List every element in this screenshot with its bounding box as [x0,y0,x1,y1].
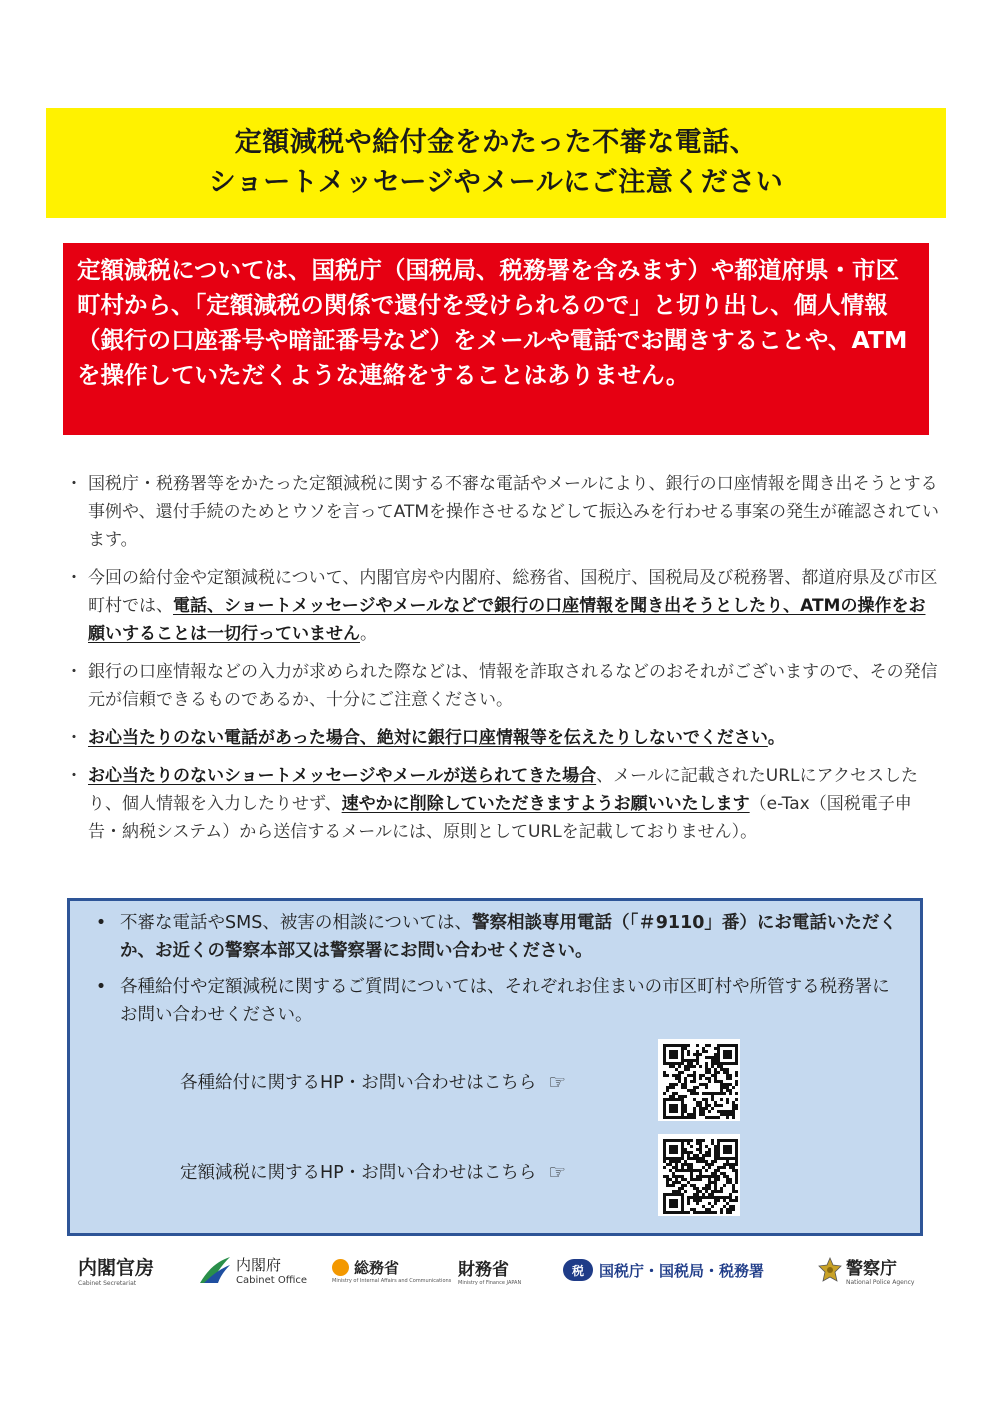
notice-bullet [60,658,940,714]
tax-reduction-qr-code[interactable] [658,1134,740,1216]
police-badge-icon [818,1257,842,1283]
text-run: 、メールに記載されたURLにアクセスしたり、個人情報を入力したりせず、 [88,766,919,814]
bullet-dot: ・ [65,568,83,588]
contact-bullet [82,973,902,1029]
nta-emblem-icon: 税 [563,1259,593,1281]
pointing-hand-icon: ☞ [548,1159,567,1184]
benefits-hp-label: 各種給付に関するHP・お問い合わせはこちら [180,1073,537,1093]
text-run: 国税庁・税務署等をかたった定額減税に関する不審な電話やメールにより、銀行の口座情報を聞き出そうとする事例や、還付手続のためとウソを言ってATMを操作させるなどして振込みを行わせる事案の発生が確認されています。 [88,474,940,550]
benefits-hp-link[interactable] [180,1069,566,1094]
qr-pattern [660,1041,741,1122]
cabinet-office-emblem-icon [198,1255,232,1285]
text-run: お心当たりのない電話があった場合、絶対に銀行口座情報等を伝えたりしないでください [88,728,768,748]
text-run: 警察相談専用電話（「＃9110」番）にお電話いただくか、お近くの警察本部又は警察署にお問い合わせください。 [120,913,897,961]
contact-info-box [67,898,923,1236]
notice-bullet [60,724,940,752]
text-run: 電話、ショートメッセージやメールなどで銀行の口座情報を聞き出そうとしたり、ATMの操作をお願いすることは一切行っていません [88,596,926,644]
text-run: 。 [360,624,377,644]
warning-box [63,243,929,435]
bullet-dot: ・ [65,662,83,682]
title-line-2: ショートメッセージやメールにご注意ください [208,167,784,198]
benefits-qr-code[interactable] [658,1039,740,1121]
bullet-dot: ・ [65,766,83,786]
bullet-dot: ・ [65,474,83,494]
text-run: 各種給付や定額減税に関するご質問については、それぞれお住まいの市区町村や所管する税務署にお問い合わせください。 [120,977,890,1025]
text-run: 速やかに削除していただきますようお願いいたします [341,794,750,814]
nta-logo: 税 国税庁・国税局・税務署 [563,1250,764,1290]
notice-bullet [60,564,940,648]
contact-bullet-list [82,909,902,1037]
text-run: （e-Tax（国税電子申告・納税システム）から送信するメールには、原則としてURLを記載しておりません）。 [88,794,912,842]
contact-bullet [82,909,902,965]
text-run: 。 [767,728,785,748]
text-run: 不審な電話やSMS、被害の相談については、 [120,913,472,933]
text-run: 銀行の口座情報などの入力が求められた際などは、情報を詐取されるなどのおそれがございますので、その発信元が信頼できるものであるか、十分にご注意ください。 [88,662,938,710]
title-line-1: 定額減税や給付金をかたった不審な電話、 [234,127,758,158]
notice-bullet-list [60,470,940,856]
title-banner [46,108,946,218]
cabinet-secretariat-logo: 内閣官房 Cabinet Secretariat [78,1257,155,1287]
bullet-dot: ・ [65,728,83,748]
text-run: 今回の給付金や定額減税について、内閣官房や内閣府、総務省、国税庁、国税局及び税務署、都道府県及び市区町村では、 [88,568,938,616]
mic-emblem-icon [332,1259,349,1276]
npa-logo: 警察庁 National Police Agency [818,1250,914,1290]
pointing-hand-icon: ☞ [548,1069,567,1094]
tax-reduction-hp-label: 定額減税に関するHP・お問い合わせはこちら [180,1163,537,1183]
text-run: お心当たりのないショートメッセージやメールが送られてきた場合 [88,766,597,786]
mof-logo: 財務省 Ministry of Finance JAPAN [458,1259,522,1286]
agency-logos [60,1250,940,1290]
cabinet-office-logo: 内閣府 Cabinet Office [198,1250,307,1290]
mic-logo: 総務省 Ministry of Internal Affairs and Communications [332,1258,452,1284]
notice-bullet [60,470,940,554]
tax-reduction-hp-link[interactable] [180,1159,566,1184]
notice-bullet [60,762,940,846]
warning-text: 定額減税については、国税庁（国税局、税務署を含みます）や都道府県・市区町村から、「定額減税の関係で還付を受けられるので」と切り出し、個人情報（銀行の口座番号や暗証番号など）をメールや電話でお聞きすることや、ATMを操作していただくような連絡をすることはありません。 [77,256,908,389]
qr-pattern [660,1136,741,1217]
bullet-dot: • [95,913,107,933]
bullet-dot: • [95,977,107,997]
